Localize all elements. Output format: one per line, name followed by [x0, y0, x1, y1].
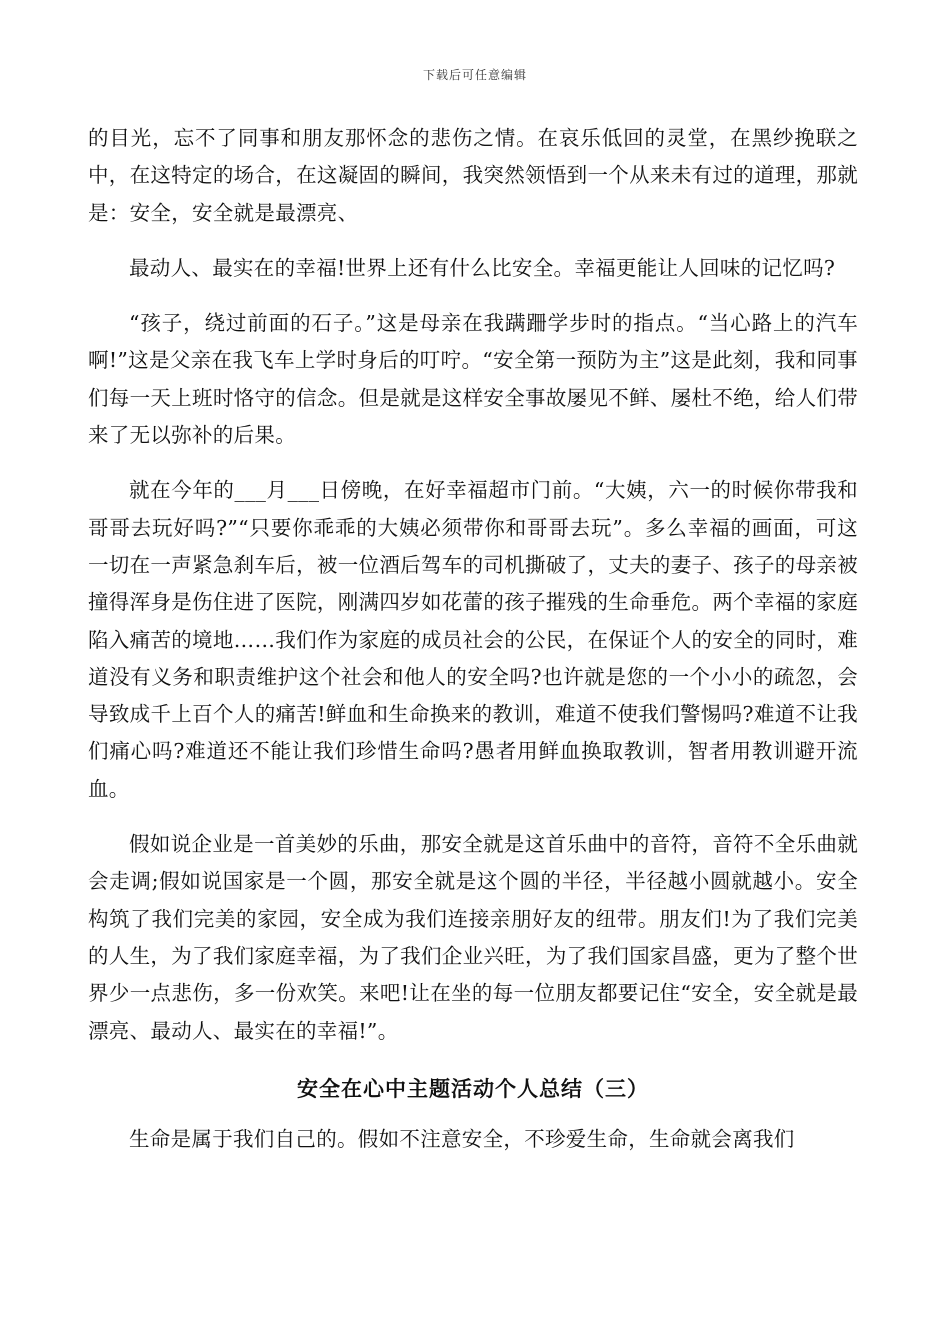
paragraph-accident-story: 就在今年的___月___日傍晚，在好幸福超市门前。“大姨，六一的时候你带我和哥哥去玩好吗?”“只要你乖乖的大姨必须带你和哥哥去玩”。多么幸福的画面，可这一切在一声紧急刹车后，被一位酒后驾车的司机撕破了，丈夫的妻子、孩子的母亲被撞得浑身是伤住进了医院，刚满四岁如花蕾的孩子摧残的生命垂危。两个幸福的家庭陷入痛苦的境地……我们作为家庭的成员社会的公民，在保证个人的安全的同时，难道没有义务和职责维护这个社会和他人的安全吗?也许就是您的一个小小的疏忽，会导致成千上百个人的痛苦!鲜血和生命换来的教训，难道不使我们警惕吗?难道不让我们痛心吗?难道还不能让我们珍惜生命吗?愚者用鲜血换取教训，智者用教训避开流血。 — [88, 478, 858, 801]
paragraph-happiness: 最动人、最实在的幸福!世界上还有什么比安全。幸福更能让人回味的记忆吗? — [129, 255, 836, 280]
header-note: 下载后可任意编辑 — [422, 68, 527, 82]
section-title: 安全在心中主题活动个人总结（三） — [297, 1075, 649, 1101]
paragraph-metaphor: 假如说企业是一首美妙的乐曲，那安全就是这首乐曲中的音符，音符不全乐曲就会走调;假如说国家是一个圆，那安全就是这个圆的半径，半径越小圆就越小。安全构筑了我们完美的家园，安全成为我们连接亲朋好友的纽带。朋友们!为了我们完美的人生，为了我们家庭幸福，为了我们企业兴旺，为了我们国家昌盛，更为了整个世界少一点悲伤，多一份欢笑。来吧!让在坐的每一位朋友都要记住“安全，安全就是最漂亮、最动人、最实在的幸福!”。 — [88, 832, 858, 1043]
paragraph-continuation: 的目光，忘不了同事和朋友那怀念的悲伤之情。在哀乐低回的灵堂，在黑纱挽联之中，在这特定的场合，在这凝固的瞬间，我突然领悟到一个从来未有过的道理，那就是：安全，安全就是最漂亮、 — [88, 126, 858, 225]
document-body — [88, 120, 858, 1158]
paragraph-section-start: 生命是属于我们自己的。假如不注意安全，不珍爱生命，生命就会离我们 — [129, 1126, 795, 1151]
paragraph-parents-advice: “孩子，绕过前面的石子。”这是母亲在我蹒跚学步时的指点。“当心路上的汽车啊!”这是父亲在我飞车上学时身后的叮咛。“安全第一预防为主”这是此刻，我和同事们每一天上班时恪守的信念。但是就是这样安全事故屡见不鲜、屡杜不绝，给人们带来了无以弥补的后果。 — [88, 311, 858, 448]
